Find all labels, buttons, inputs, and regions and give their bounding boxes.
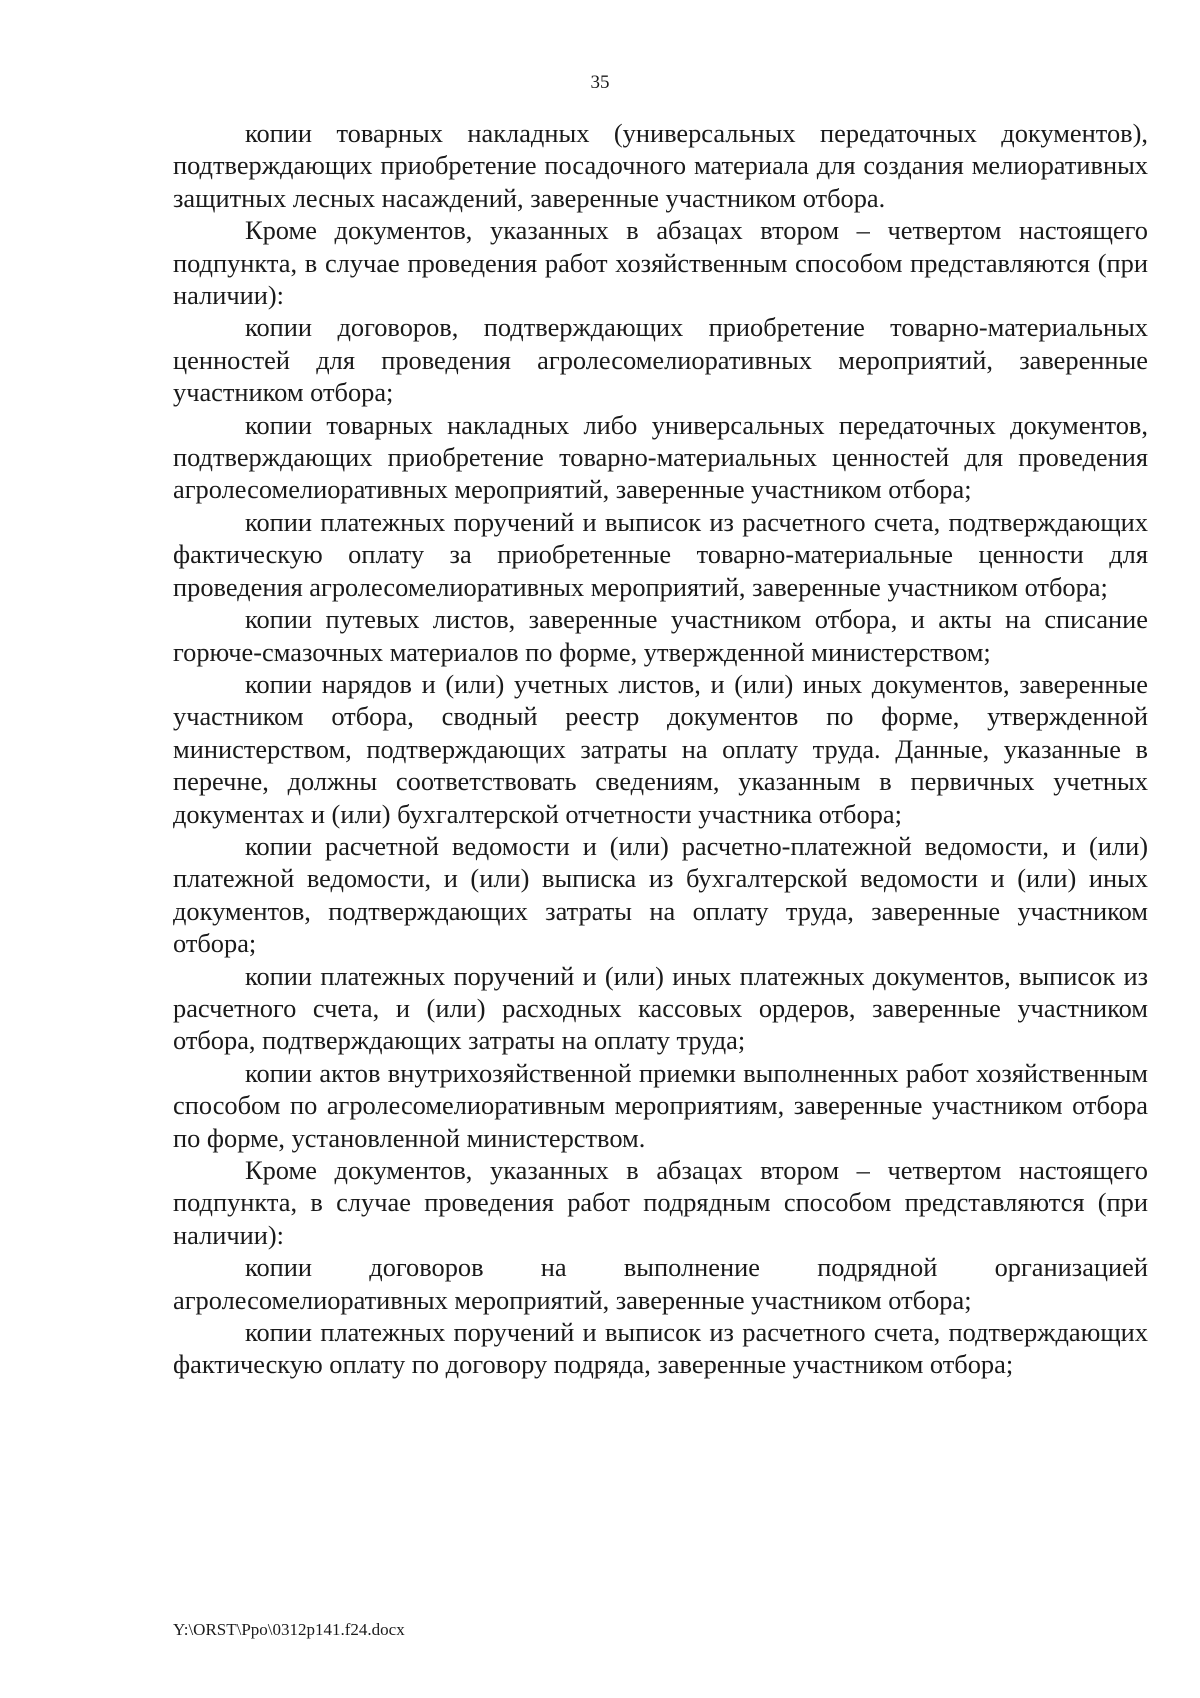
paragraph: копии договоров на выполнение подрядной организацией агролесомелиоративных мероприятий, заверенные участником отбора; xyxy=(173,1252,1148,1315)
page-number: 35 xyxy=(590,72,610,93)
paragraph: копии актов внутрихозяйственной приемки выполненных работ хозяйственным способом по агролесомелиоративным мероприятиям, заверенные участником отбора по форме, установленной министерством. xyxy=(173,1057,1148,1153)
document-body xyxy=(173,117,1148,1381)
paragraph: копии платежных поручений и (или) иных платежных документов, выписок из расчетного счета, и (или) расходных кассовых ордеров, заверенные участником отбора, подтверждающих затраты на оплату труда; xyxy=(173,960,1148,1056)
paragraph: копии нарядов и (или) учетных листов, и (или) иных документов, заверенные участником отбора, сводный реестр документов по форме, утвержденной министерством, подтверждающих затраты на оплату труда. Данные, указанные в перечне, должны соответствовать сведениям, указанным в первичных учетных документах и (или) бухгалтерской отчетности участника отбора; xyxy=(173,668,1148,829)
paragraph: Кроме документов, указанных в абзацах втором – четвертом настоящего подпункта, в случае проведения работ подрядным способом представляются (при наличии): xyxy=(173,1155,1148,1250)
paragraph: копии товарных накладных либо универсальных передаточных документов, подтверждающих приобретение товарно-материальных ценностей для проведения агролесомелиоративных мероприятий, заверенные участником отбора; xyxy=(173,409,1148,505)
paragraph: копии договоров, подтверждающих приобретение товарно-материальных ценностей для проведения агролесомелиоративных мероприятий, заверенные участником отбора; xyxy=(173,312,1148,408)
paragraph: копии товарных накладных (универсальных передаточных документов), подтверждающих приобретение посадочного материала для создания мелиоративных защитных лесных насаждений, заверенные участником отбора. xyxy=(173,118,1148,213)
paragraph: копии платежных поручений и выписок из расчетного счета, подтверждающих фактическую оплату по договору подряда, заверенные участником отбора; xyxy=(173,1317,1148,1380)
paragraph: копии платежных поручений и выписок из расчетного счета, подтверждающих фактическую оплату за приобретенные товарно-материальные ценности для проведения агролесомелиоративных мероприятий, заверенные участником отбора; xyxy=(173,506,1148,602)
footer-file-path: Y:\ORST\Ppo\0312p141.f24.docx xyxy=(173,1620,405,1639)
paragraph: Кроме документов, указанных в абзацах втором – четвертом настоящего подпункта, в случае проведения работ хозяйственным способом представляются (при наличии): xyxy=(173,215,1148,311)
paragraph: копии расчетной ведомости и (или) расчетно-платежной ведомости, и (или) платежной ведомости, и (или) выписка из бухгалтерской ведомости и (или) иных документов, подтверждающих затраты на оплату труда, заверенные участником отбора; xyxy=(173,830,1148,959)
paragraph: копии путевых листов, заверенные участником отбора, и акты на списание горюче-смазочных материалов по форме, утвержденной министерством; xyxy=(173,604,1148,667)
